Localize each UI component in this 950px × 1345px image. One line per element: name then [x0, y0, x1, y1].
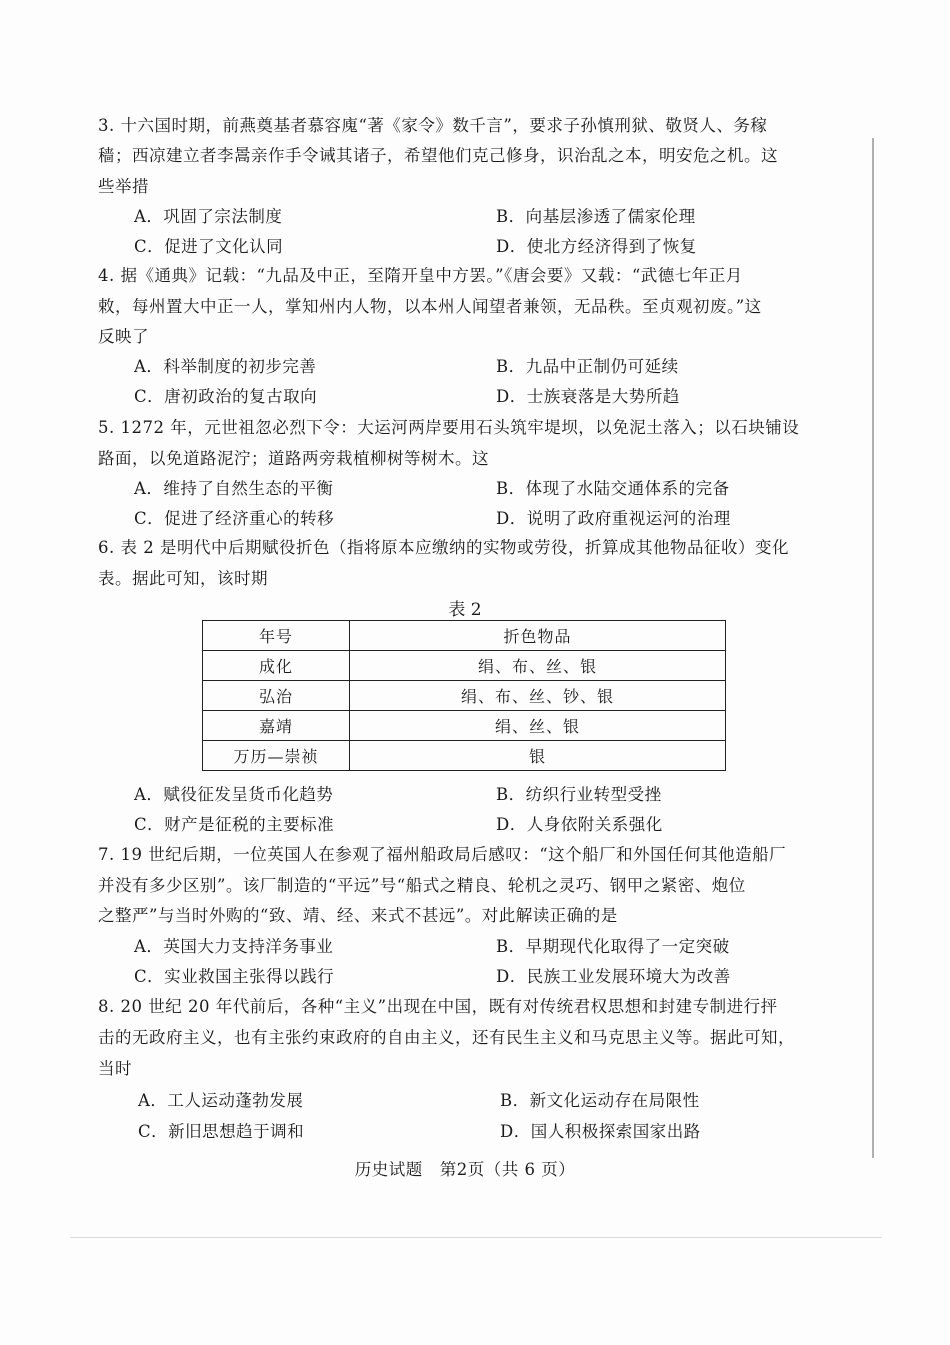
option-c: C．实业救国主张得以践行: [134, 967, 335, 986]
question-text-line: 反映了: [98, 327, 149, 346]
question-text-line: 击的无政府主义，也有主张约束政府的自由主义，还有民生主义和马克思主义等。据此可知，: [98, 1028, 795, 1047]
table-cell-era: 成化: [203, 651, 350, 681]
option-b: B．纺织行业转型受挫: [496, 785, 662, 804]
table-cell-items: 绢、布、丝、银: [350, 651, 726, 681]
question-text-line: 6. 表 2 是明代中后期赋役折色（指将原本应缴纳的实物或劳役，折算成其他物品征收）变化: [98, 538, 789, 557]
option-d: D．国人积极探索国家出路: [500, 1122, 701, 1141]
table-header-cell: 折色物品: [350, 621, 726, 651]
option-b: B．向基层渗透了儒家伦理: [496, 207, 696, 226]
option-b: B．九品中正制仍可延续: [496, 357, 679, 376]
page-footer: 历史试题 第2页（共 6 页）: [354, 1160, 576, 1179]
option-d: D．士族衰落是大势所趋: [496, 387, 680, 406]
table-cell-items: 绢、布、丝、钞、银: [350, 681, 726, 711]
table-header-cell: 年号: [203, 621, 350, 651]
table-cell-items: 绢、丝、银: [350, 711, 726, 741]
option-b: B．体现了水陆交通体系的完备: [496, 479, 730, 498]
option-a: A．英国大力支持洋务事业: [134, 937, 334, 956]
option-b: B．早期现代化取得了一定突破: [496, 937, 730, 956]
question-text-line: 之整严”与当时外购的“致、靖、经、来式不甚远”。对此解读正确的是: [98, 906, 618, 925]
table-row: [203, 711, 726, 741]
table-cell-items: 银: [350, 741, 726, 771]
option-a: A．赋役征发呈货币化趋势: [134, 785, 334, 804]
question-text-line: 4. 据《通典》记载：“九品及中正，至隋开皇中方罢。”《唐会要》又载：“武德七年正月: [98, 266, 743, 285]
question-text-line: 当时: [98, 1059, 132, 1078]
option-c: C．促进了文化认同: [134, 237, 284, 256]
option-a: A．巩固了宗法制度: [134, 207, 283, 226]
option-c: C．财产是征税的主要标准: [134, 815, 335, 834]
question-text-line: 8. 20 世纪 20 年代前后，各种“主义”出现在中国，既有对传统君权思想和封建专制进行抨: [98, 997, 778, 1016]
option-a: A．维持了自然生态的平衡: [134, 479, 334, 498]
question-text-line: 路面，以免道路泥泞；道路两旁栽植柳树等树木。这: [98, 449, 489, 468]
option-a: A．科举制度的初步完善: [134, 357, 317, 376]
table-cell-era: 嘉靖: [203, 711, 350, 741]
option-c: C．唐初政治的复古取向: [134, 387, 318, 406]
question-text-line: 表。据此可知，该时期: [98, 569, 268, 588]
question-text-line: 敕，每州置大中正一人，掌知州内人物，以本州人闻望者兼领，无品秩。至贞观初废。”这: [98, 297, 762, 316]
option-b: B．新文化运动存在局限性: [500, 1091, 700, 1110]
option-d: D．说明了政府重视运河的治理: [496, 509, 731, 528]
table-row: [203, 741, 726, 771]
page-edge-line: [872, 138, 874, 1158]
tax-conversion-table: [202, 620, 726, 771]
question-text-line: 5. 1272 年，元世祖忽必烈下令：大运河两岸要用石头筑牢堤坝，以免泥土落入；以石块铺设: [98, 418, 800, 437]
option-d: D．使北方经济得到了恢复: [496, 237, 697, 256]
table-cell-era: 万历—崇祯: [203, 741, 350, 771]
question-text-line: 穑；西凉建立者李暠亲作手令诫其诸子，希望他们克己修身，识治乱之本，明安危之机。这: [98, 146, 778, 165]
option-c: C．促进了经济重心的转移: [134, 509, 335, 528]
table-title: 表 2: [448, 600, 482, 620]
table-row: [203, 651, 726, 681]
question-text-line: 7. 19 世纪后期，一位英国人在参观了福州船政局后感叹：“这个船厂和外国任何其他造船厂: [98, 845, 787, 864]
option-d: D．民族工业发展环境大为改善: [496, 967, 731, 986]
option-c: C．新旧思想趋于调和: [138, 1122, 305, 1141]
question-text-line: 并没有多少区别”。该厂制造的“平远”号“船式之精良、轮机之灵巧、钢甲之紧密、炮位: [98, 876, 746, 895]
table-row: [203, 681, 726, 711]
page-bottom-line: [70, 1237, 882, 1238]
table-cell-era: 弘治: [203, 681, 350, 711]
option-a: A．工人运动蓬勃发展: [138, 1091, 304, 1110]
option-d: D．人身依附关系强化: [496, 815, 663, 834]
question-text-line: 3. 十六国时期，前燕奠基者慕容廆“著《家令》数千言”，要求子孙慎刑狱、敬贤人、务稼: [98, 116, 768, 135]
table-header-row: [203, 621, 726, 651]
question-text-line: 些举措: [98, 177, 149, 196]
